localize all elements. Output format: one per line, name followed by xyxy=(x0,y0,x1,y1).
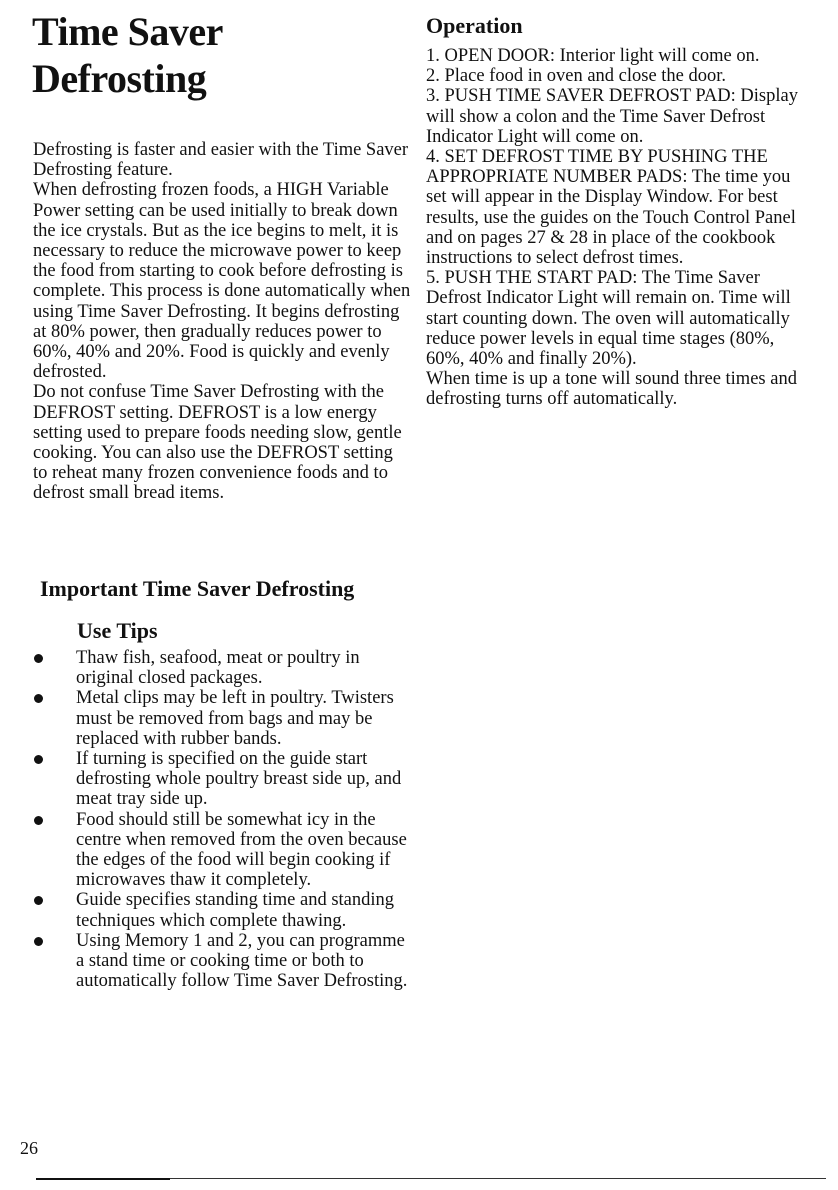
page-title-line-2: Defrosting xyxy=(32,56,207,101)
page-title xyxy=(32,8,223,102)
tips-heading: Important Time Saver Defrosting xyxy=(40,576,355,601)
page-number: 26 xyxy=(20,1138,38,1158)
footer-rule xyxy=(36,1178,170,1180)
tip-text: Metal clips may be left in poultry. Twisters must be removed from bags and may be replaced with rubber bands. xyxy=(76,688,394,749)
operation-section xyxy=(426,12,806,410)
tip-text: Guide specifies standing time and standing techniques which complete thawing. xyxy=(76,890,395,931)
tip-text: Thaw fish, seafood, meat or poultry in original closed packages. xyxy=(76,648,360,689)
operation-heading: Operation xyxy=(426,13,523,38)
intro-paragraph: Do not confuse Time Saver Defrosting with the DEFROST setting. DEFROST is a low energy setting used to prepare foods needing slow, gentle cooking. You can also use the DEFROST setting to reheat many frozen convenience foods and to defrost small bread items. xyxy=(33,382,402,504)
bullet-icon xyxy=(34,816,43,825)
page-title-line-1: Time Saver xyxy=(32,9,223,54)
intro-paragraph: When defrosting frozen foods, a HIGH Variable Power setting can be used initially to break down the ice crystals. But as the ice begins to melt, it is necessary to reduce the microwave power to keep the food from starting to cook before defrosting is complete. This process is done automatically when using Time Saver Defrosting. It begins defrosting at 80% power, then gradually reduces power to 60%, 40% and 20%. Food is quickly and evenly defrosted. xyxy=(33,180,411,383)
bullet-icon xyxy=(34,694,43,703)
operation-step: 2. Place food in oven and close the door. xyxy=(426,66,727,87)
tips-list xyxy=(30,648,412,991)
tip-text: Food should still be somewhat icy in the centre when removed from the oven because the edges of the food will begin cooking if microwaves thaw it completely. xyxy=(76,809,407,891)
bullet-icon xyxy=(34,937,43,946)
operation-step: 1. OPEN DOOR: Interior light will come on. xyxy=(426,46,760,66)
tip-item xyxy=(30,648,412,688)
bullet-icon xyxy=(34,896,43,905)
tip-item xyxy=(30,688,412,749)
intro-paragraph: Defrosting is faster and easier with the Time Saver Defrosting feature. xyxy=(33,140,409,181)
operation-step: 5. PUSH THE START PAD: The Time Saver Defrost Indicator Light will remain on. Time will start counting down. The oven will automatically reduce power levels in equal time stages (80%, 60%, 40% and finally 20%). xyxy=(426,268,791,370)
footer-rule xyxy=(170,1178,826,1179)
tip-text: Using Memory 1 and 2, you can programme a stand time or cooking time or both to automatically follow Time Saver Defrosting. xyxy=(76,930,408,992)
intro-section xyxy=(33,140,411,504)
tips-subheading: Use Tips xyxy=(77,618,158,643)
bullet-icon xyxy=(34,755,43,764)
operation-note: When time is up a tone will sound three times and defrosting turns off automatically. xyxy=(426,369,797,410)
tip-item xyxy=(30,890,412,930)
operation-step: 3. PUSH TIME SAVER DEFROST PAD: Display will show a colon and the Time Saver Defrost Indicator Light will come on. xyxy=(426,86,798,147)
operation-step: 4. SET DEFROST TIME BY PUSHING THE APPROPRIATE NUMBER PADS: The time you set will appear in the Display Window. For best results, use the guides on the Touch Control Panel and on pages 27 & 28 in place of the cookbook instructions to select defrost times. xyxy=(426,147,796,269)
tip-item xyxy=(30,810,412,891)
bullet-icon xyxy=(34,654,43,663)
tip-item xyxy=(30,931,412,992)
tip-text: If turning is specified on the guide start defrosting whole poultry breast side up, and meat tray side up. xyxy=(76,749,402,810)
tip-item xyxy=(30,749,412,810)
operation-steps xyxy=(426,46,806,369)
